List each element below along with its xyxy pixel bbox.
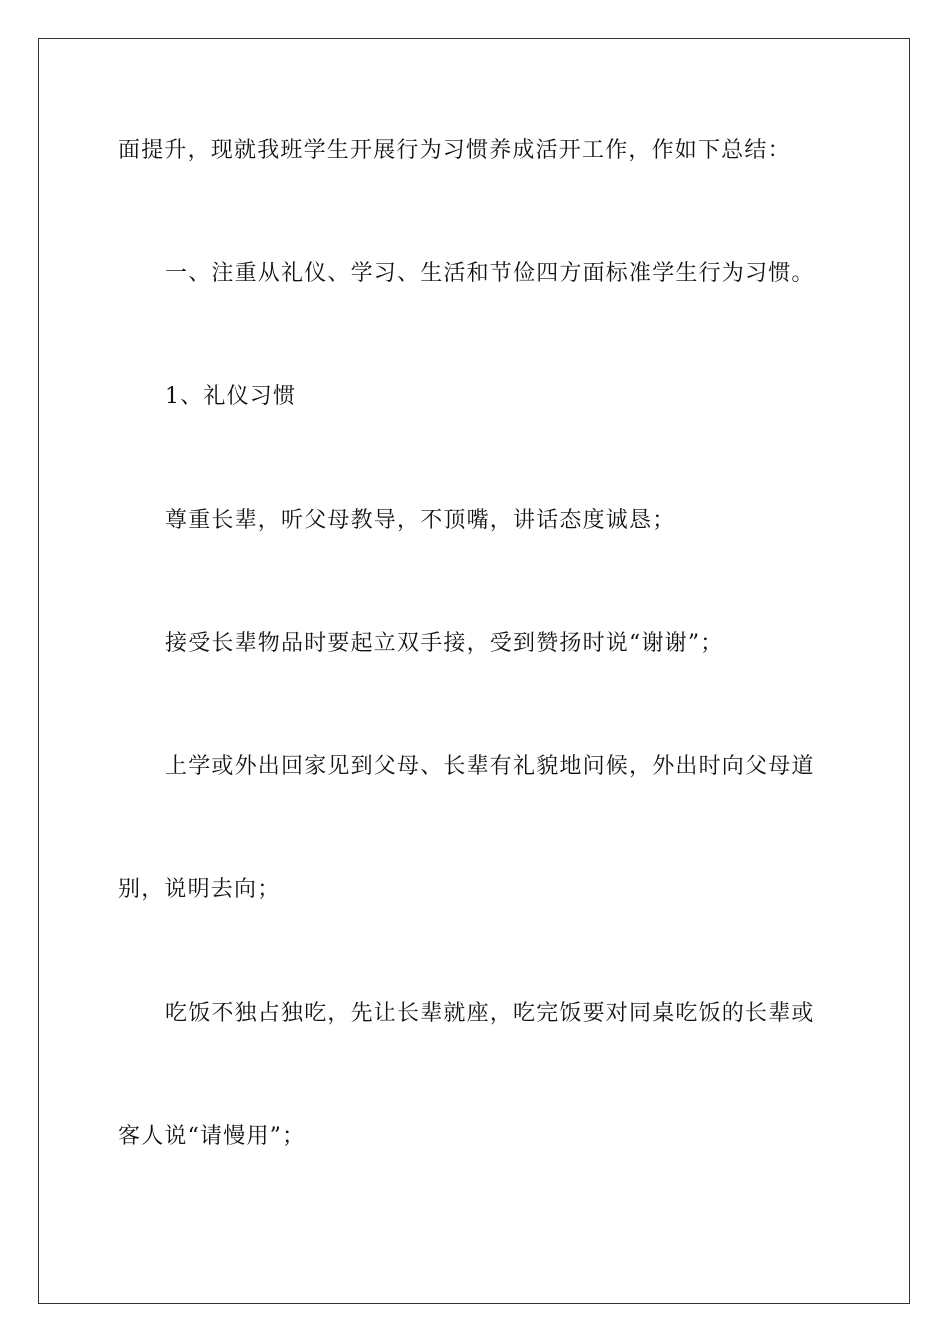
page-border (38, 38, 910, 1304)
subsection-heading: 1、礼仪习惯 (165, 384, 297, 409)
paragraph-line: 别，说明去向； (118, 877, 281, 902)
paragraph-line: 客人说“请慢用”； (118, 1124, 306, 1149)
section-heading: 一、注重从礼仪、学习、生活和节俭四方面标准学生行为习惯。 (165, 261, 815, 286)
paragraph-line: 面提升，现就我班学生开展行为习惯养成活开工作，作如下总结： (118, 138, 791, 163)
paragraph-line: 接受长辈物品时要起立双手接，受到赞扬时说“谢谢”； (165, 631, 724, 656)
paragraph-line: 尊重长辈，听父母教导，不顶嘴，讲话态度诚恳； (165, 508, 676, 533)
paragraph-line: 上学或外出回家见到父母、长辈有礼貌地问候，外出时向父母道 (165, 754, 815, 779)
paragraph-line: 吃饭不独占独吃，先让长辈就座，吃完饭要对同桌吃饭的长辈或 (165, 1001, 815, 1026)
